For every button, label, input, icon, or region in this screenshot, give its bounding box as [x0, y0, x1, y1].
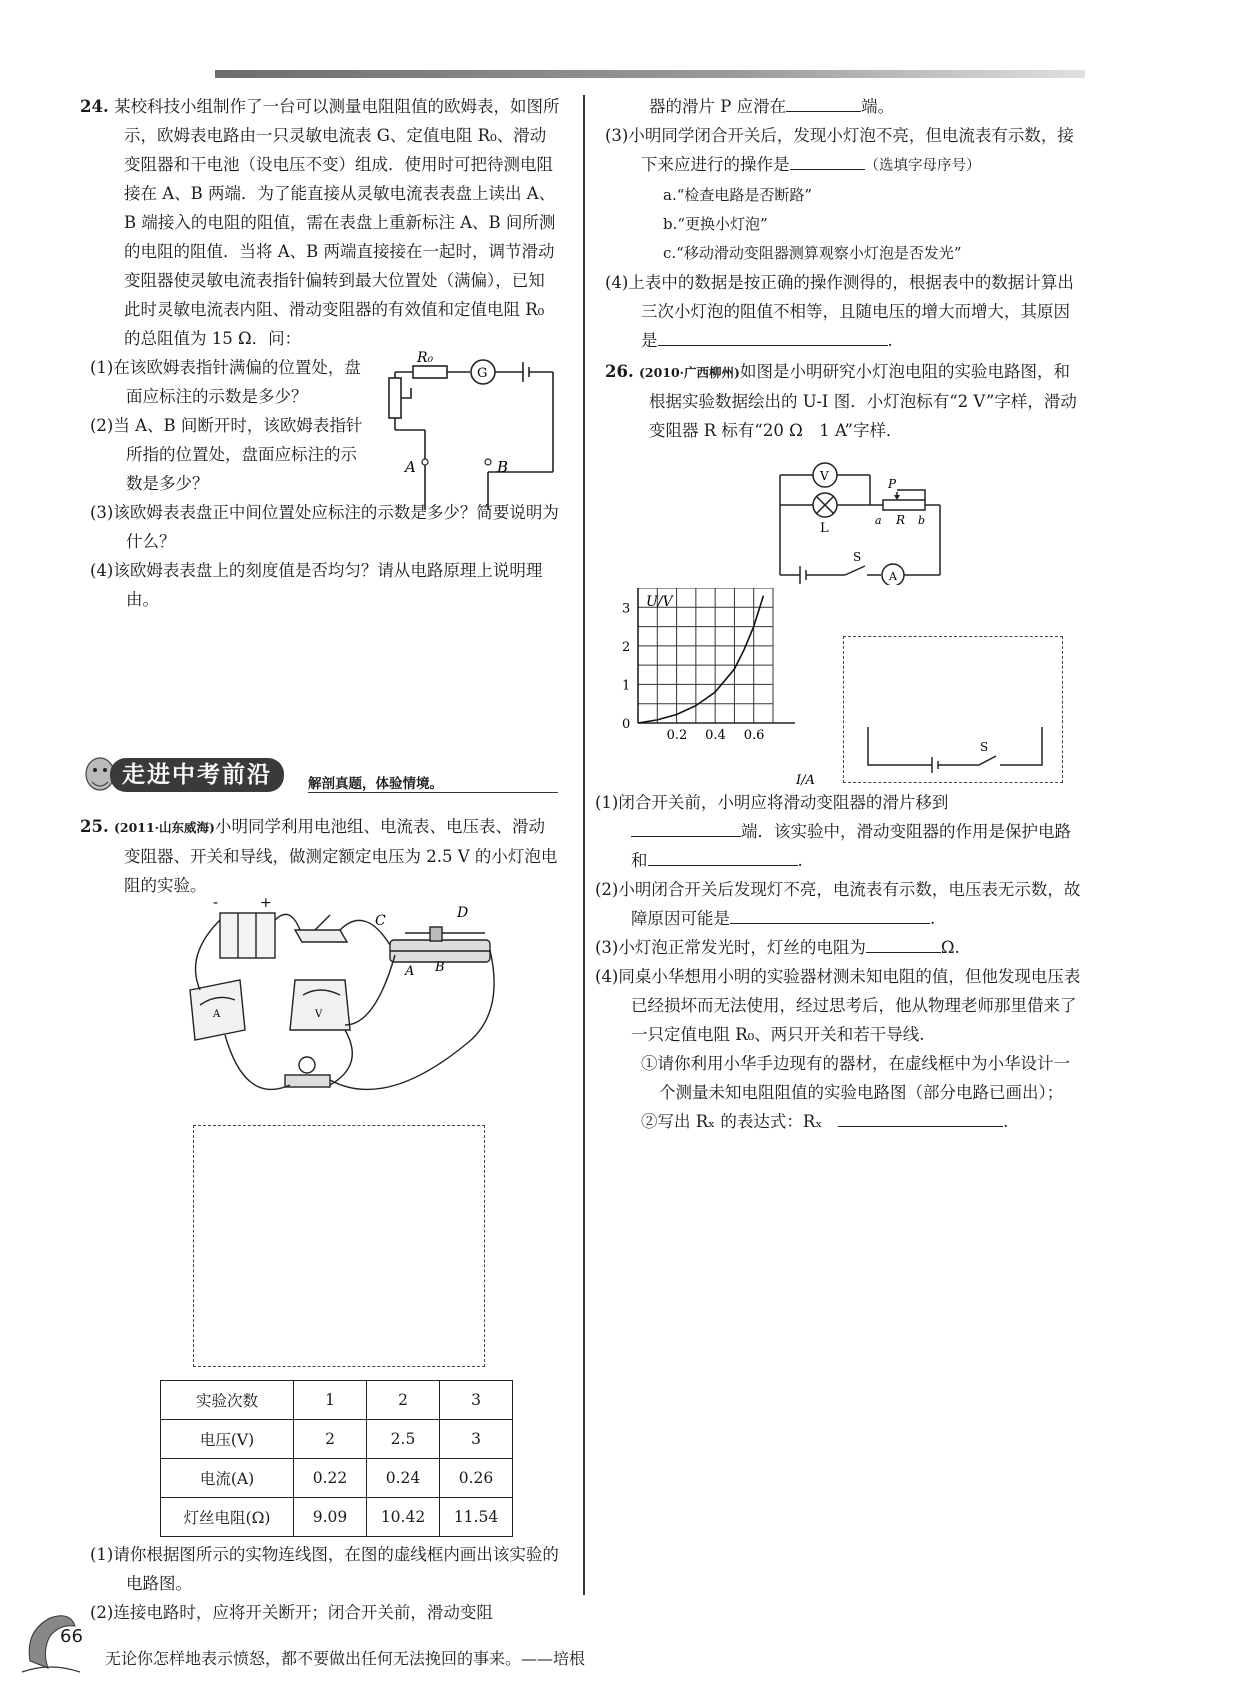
chart-x-tick-label: 0.4: [705, 728, 726, 743]
q24-circuit-diagram: [385, 350, 565, 510]
q25-drawing-box[interactable]: [193, 1125, 485, 1367]
table-cell: 实验次数: [161, 1381, 294, 1420]
section-banner: [78, 752, 558, 802]
b-terminal-label: B: [435, 960, 445, 975]
d-label: D: [457, 905, 469, 921]
r0-resistor: [413, 366, 447, 378]
chart-x-tick-label: 0.2: [666, 728, 688, 743]
chart-xlabel: I/A: [796, 773, 815, 788]
q25-data-table: [160, 1380, 513, 1537]
table-cell: 2.5: [367, 1420, 440, 1459]
table-cell: 电压(V): [161, 1420, 294, 1459]
table-row: [161, 1459, 513, 1498]
q24-sub2: (2)当 A、B 间断开时，该欧姆表指针所指的位置处，盘面应标注的示数是多少？: [90, 416, 363, 493]
q25-apparatus-figure: [165, 895, 525, 1120]
chart-ylabel: U/V: [646, 594, 673, 610]
box-s-label: S: [980, 740, 989, 754]
footer-quote: 无论你怎样地表示愤怒，都不要做出任何无法挽回的事来。——培根: [105, 1649, 586, 1668]
q26-partial-circuit: [844, 637, 1062, 782]
table-cell: 2: [294, 1420, 367, 1459]
chart-y-tick-label: 1: [622, 678, 631, 694]
table-cell: 0.22: [294, 1459, 367, 1498]
question-25-intro: [80, 812, 560, 900]
table-cell: 0.26: [440, 1459, 513, 1498]
column-divider: [583, 95, 585, 1595]
q25-subquestions-left: [90, 1540, 560, 1627]
answer-blank[interactable]: [866, 936, 941, 954]
battery-pack: [220, 913, 275, 958]
sliding-rheostat: [389, 378, 401, 418]
table-cell: 2: [367, 1381, 440, 1420]
bulb-base: [285, 1075, 330, 1087]
q25-option-b: b.“更换小灯泡”: [663, 215, 768, 233]
table-cell: 10.42: [367, 1498, 440, 1537]
ammeter-letter: A: [213, 1009, 221, 1020]
table-cell: 9.09: [294, 1498, 367, 1537]
banner-subtitle: 解剖真题，体验情境。: [308, 772, 558, 793]
chart-y-tick-label: 3: [622, 601, 631, 617]
plus-label: +: [260, 895, 272, 911]
q24-sub4: (4)该欧姆表表盘上的刻度值是否均匀？请从电路原理上说明理由。: [90, 561, 543, 609]
table-cell: 3: [440, 1420, 513, 1459]
answer-blank[interactable]: [648, 849, 798, 867]
banner-title: 走进中考前沿: [110, 758, 284, 792]
q26-sub3: (3)小灯泡正常发光时，灯丝的电阻为 Ω.: [595, 933, 1085, 962]
q25-sub1: (1)请你根据图所示的实物连线图，在图的虚线框内画出该实验的电路图。: [90, 1545, 559, 1593]
q26-subquestions: [595, 788, 1085, 1136]
ui-chart: [618, 588, 843, 788]
page-number: 66: [60, 1626, 83, 1647]
terminal-a: [422, 459, 428, 465]
g-label: G: [477, 366, 488, 381]
top-decor-bar: [215, 70, 1085, 78]
q26-sub1: (1)闭合开关前，小明应将滑动变阻器的滑片移到 端．该实验中，滑动变阻器的作用是保护电路和 .: [595, 793, 1071, 870]
q25-sub3: (3)小明同学闭合开关后，发现小灯泡不亮，但电流表有示数，接下来应进行的操作是 （选填字母序号）: [605, 126, 1074, 174]
p-label: P: [888, 477, 897, 491]
rheostat-symbol: [883, 500, 925, 510]
q26-circuit-diagram: [775, 460, 950, 585]
table-header-row: [161, 1381, 513, 1420]
chart-y-tick-label: 2: [622, 639, 631, 655]
lightbulb: [299, 1057, 315, 1073]
q24-sub1: (1)在该欧姆表指针满偏的位置处，盘面应标注的示数是多少？: [90, 358, 361, 406]
q24-sub3: (3)该欧姆表表盘正中间位置处应标注的示数是多少？简要说明为什么？: [90, 503, 559, 551]
ammeter-letter: A: [889, 570, 897, 583]
answer-blank[interactable]: [786, 95, 861, 113]
table-cell: 电流(A): [161, 1459, 294, 1498]
voltmeter-device: [290, 980, 350, 1030]
a-terminal-label: A: [405, 964, 415, 979]
l-label: L: [820, 521, 829, 536]
table-cell: 1: [294, 1381, 367, 1420]
voltmeter-letter: V: [315, 1009, 323, 1020]
answer-blank[interactable]: [631, 820, 741, 838]
table-row: [161, 1498, 513, 1537]
table-cell: 11.54: [440, 1498, 513, 1537]
q26-drawing-box[interactable]: [843, 636, 1063, 783]
switch-symbol: [845, 566, 865, 575]
v-label: V: [820, 469, 829, 483]
s-label: S: [853, 550, 862, 564]
terminal-b: [485, 459, 491, 465]
r0-label: R₀: [417, 350, 434, 366]
q25-sub4: (4)上表中的数据是按正确的操作测得的，根据表中的数据计算出三次小灯泡的阻值不相等，且随电压的增大而增大，其原因是 .: [605, 273, 1074, 350]
q25-option-a: a.“检查电路是否断路”: [663, 186, 813, 204]
table-cell: 灯丝电阻(Ω): [161, 1498, 294, 1537]
b-end-label: b: [918, 514, 926, 527]
table-cell: 3: [440, 1381, 513, 1420]
answer-blank[interactable]: [730, 907, 930, 925]
answer-blank[interactable]: [790, 153, 865, 171]
answer-blank[interactable]: [838, 1110, 1003, 1128]
q26-intro: 26. (2010·广西柳州)如图是小明研究小灯泡电阻的实验电路图，和根据实验数据绘出的 U-I 图．小灯泡标有“2 V”字样，滑动变阻器 R 标有“20 Ω 1 A”字样．: [605, 362, 1077, 440]
terminal-b-label: B: [497, 458, 509, 476]
q25-sub2-cont: 器的滑片 P 应滑在 端。: [605, 92, 1085, 121]
q26-sub4-2: ②写出 Rₓ 的表达式：Rₓ .: [595, 1107, 1085, 1136]
c-label: C: [375, 913, 386, 929]
answer-blank[interactable]: [658, 329, 888, 347]
q25-intro: 25. (2011·山东威海)小明同学利用电池组、电流表、电压表、滑动变阻器、开关和导线，做测定额定电压为 2.5 V 的小灯泡电阻的实验。: [80, 817, 558, 895]
r-label: R: [896, 513, 906, 527]
q26-sub4: (4)同桌小华想用小明的实验器材测未知电阻的值，但他发现电压表已经损坏而无法使用，经过思考后，他从物理老师那里借来了一只定值电阻 R₀、两只开关和若干导线.: [595, 967, 1081, 1044]
q26-sub2: (2)小明闭合开关后发现灯不亮，电流表有示数，电压表无示数，故障原因可能是 .: [595, 880, 1081, 928]
q25-sub2-start: (2)连接电路时，应将开关断开；闭合开关前，滑动变阻: [90, 1603, 493, 1622]
table-row: [161, 1420, 513, 1459]
q25-subquestions-right: [605, 92, 1085, 445]
minus-label: -: [213, 895, 219, 911]
chart-x-tick-label: 0.6: [743, 728, 765, 743]
q26-sub4-1: ①请你利用小华手边现有的器材，在虚线框中为小华设计一个测量未知电阻阻值的实验电路图（部分电路已画出）；: [641, 1054, 1070, 1102]
q25-option-c: c.“移动滑动变阻器测算观察小灯泡是否发光”: [663, 244, 962, 262]
terminal-a-label: A: [405, 458, 416, 476]
chart-y-tick-label: 0: [622, 717, 631, 732]
knife-switch: [295, 930, 347, 942]
a-end-label: a: [875, 514, 882, 527]
table-cell: 0.24: [367, 1459, 440, 1498]
q24-intro: 24. 某校科技小组制作了一台可以测量电阻阻值的欧姆表，如图所示，欧姆表电路由一只灵敏电流表 G、定值电阻 R₀、滑动变阻器和干电池（设电压不变）组成．使用时可把待测电阻接在 A、B 两端．为了能直接从灵敏电流表表盘上读出 A、B 端接入的电阻的阻值，需在表盘上重新标注 A、B 间所测的电阻的阻值．当将 A、B 两端直接接在一起时，调节滑动变阻器使灵敏电流表指针偏转到最大位置处（满偏），已知此时灵敏电流表内阻、滑动变阻器的有效值和定值电阻 R₀ 的总阻值为 15 Ω．问：: [80, 97, 560, 348]
